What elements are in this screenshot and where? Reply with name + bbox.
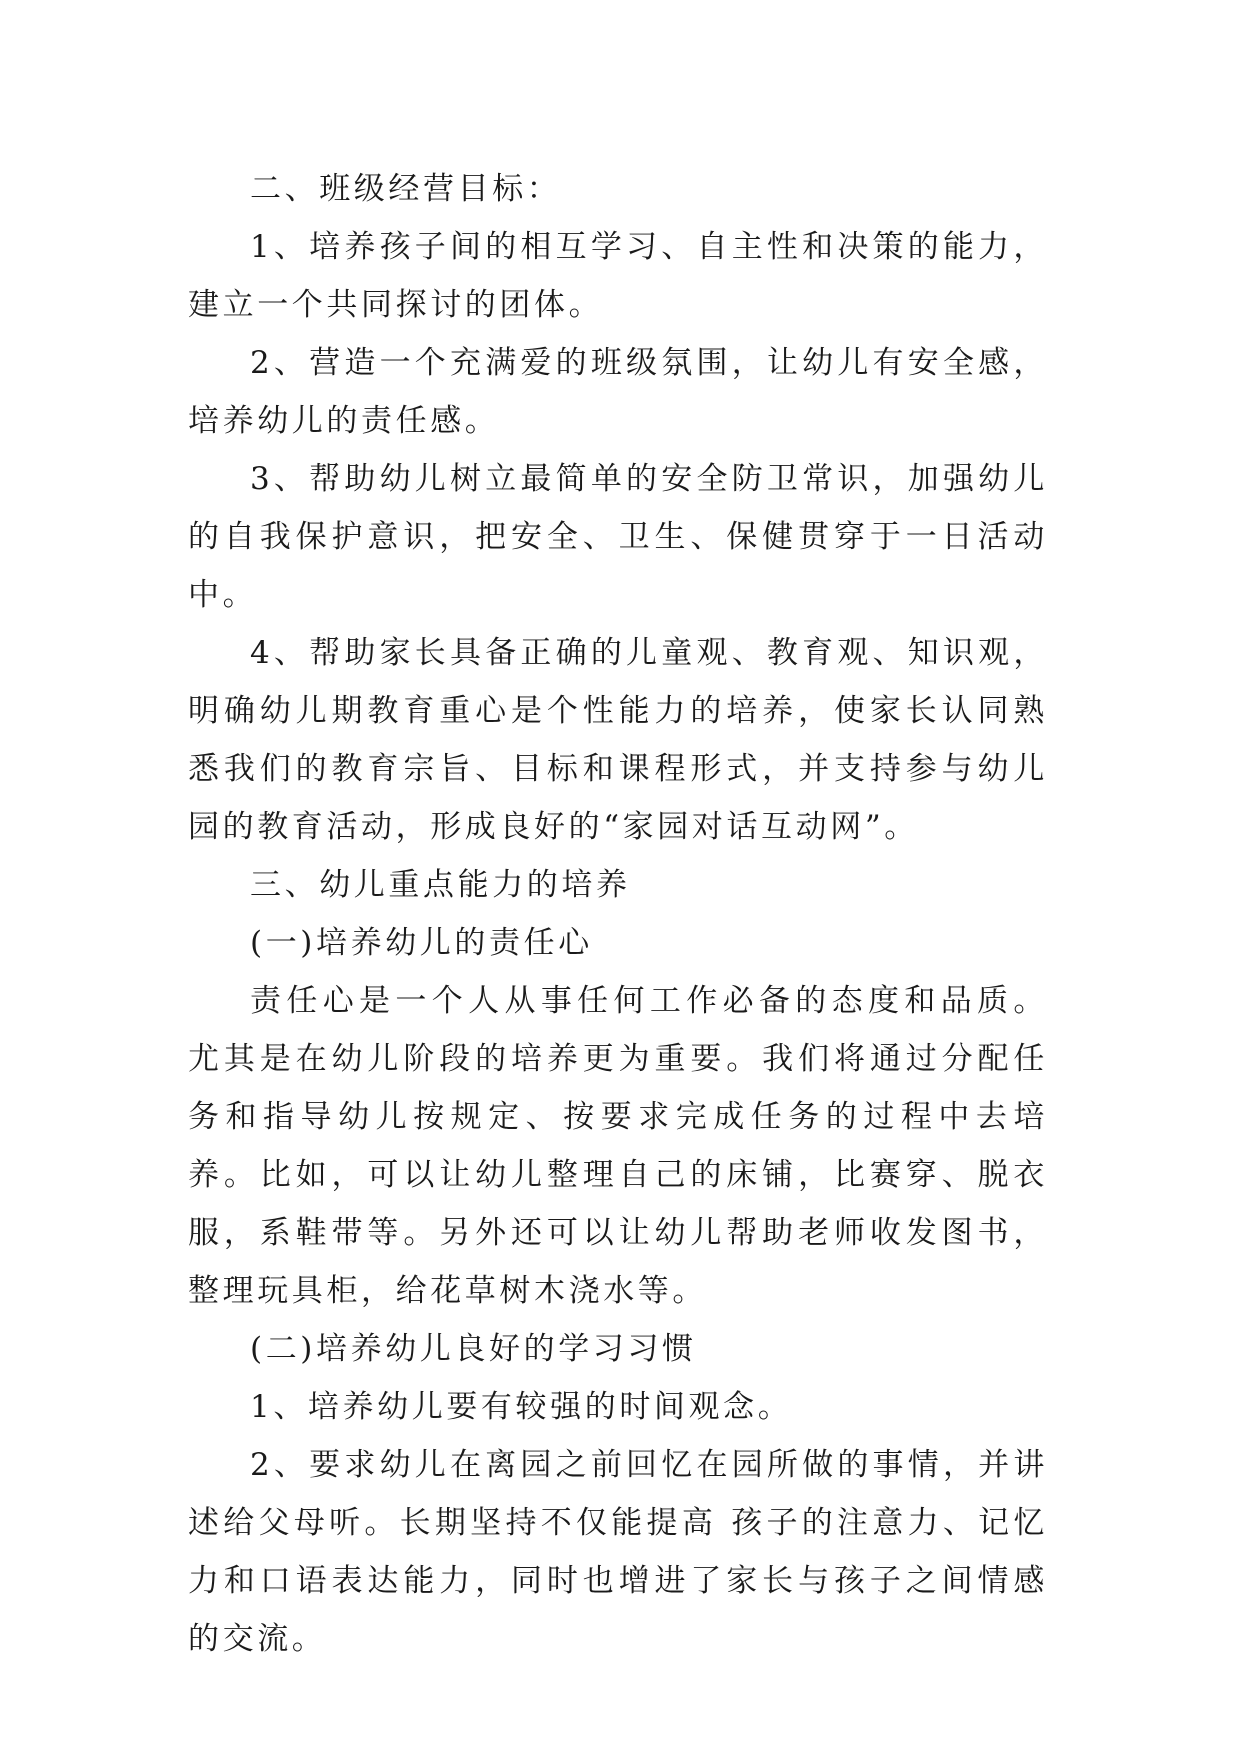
subheading-study-habits: (二)培养幼儿良好的学习习惯 (250, 1331, 697, 1367)
goal-item-4: 4、帮助家长具备正确的儿童观、教育观、知识观，明确幼儿期教育重心是个性能力的培养，使家长认同熟悉我们的教育宗旨、目标和课程形式，并支持参与幼儿园的教育活动，形成良好的“家园对话互动网”。 (188, 635, 1048, 845)
goal-item-3: 3、帮助幼儿树立最简单的安全防卫常识，加强幼儿的自我保护意识，把安全、卫生、保健贯穿于一日活动中。 (188, 461, 1048, 613)
section-heading-key-abilities: 三、幼儿重点能力的培养 (250, 867, 631, 903)
subheading-responsibility: (一)培养幼儿的责任心 (250, 925, 593, 961)
section-heading-class-goals: 二、班级经营目标： (250, 171, 562, 207)
habit-item-2: 2、要求幼儿在离园之前回忆在园所做的事情，并讲述给父母听。长期坚持不仅能提高 孩子的注意力、记忆力和口语表达能力，同时也增进了家长与孩子之间情感的交流。 (188, 1447, 1048, 1657)
paragraph-responsibility: 责任心是一个人从事任何工作必备的态度和品质。 尤其是在幼儿阶段的培养更为重要。我们将通过分配任务和指导幼儿按规定、按要求完成任务的过程中去培养。比如，可以让幼儿整理自己的床铺，比赛穿、脱衣服，系鞋带等。另外还可以让幼儿帮助老师收发图书，整理玩具柜，给花草树木浇水等。 (188, 983, 1062, 1309)
document-body (188, 160, 1062, 1668)
habit-item-1: 1、培养幼儿要有较强的时间观念。 (250, 1389, 793, 1425)
goal-item-2: 2、营造一个充满爱的班级氛围，让幼儿有安全感，培养幼儿的责任感。 (188, 345, 1048, 439)
goal-item-1: 1、培养孩子间的相互学习、自主性和决策的能力，建立一个共同探讨的团体。 (188, 229, 1048, 323)
